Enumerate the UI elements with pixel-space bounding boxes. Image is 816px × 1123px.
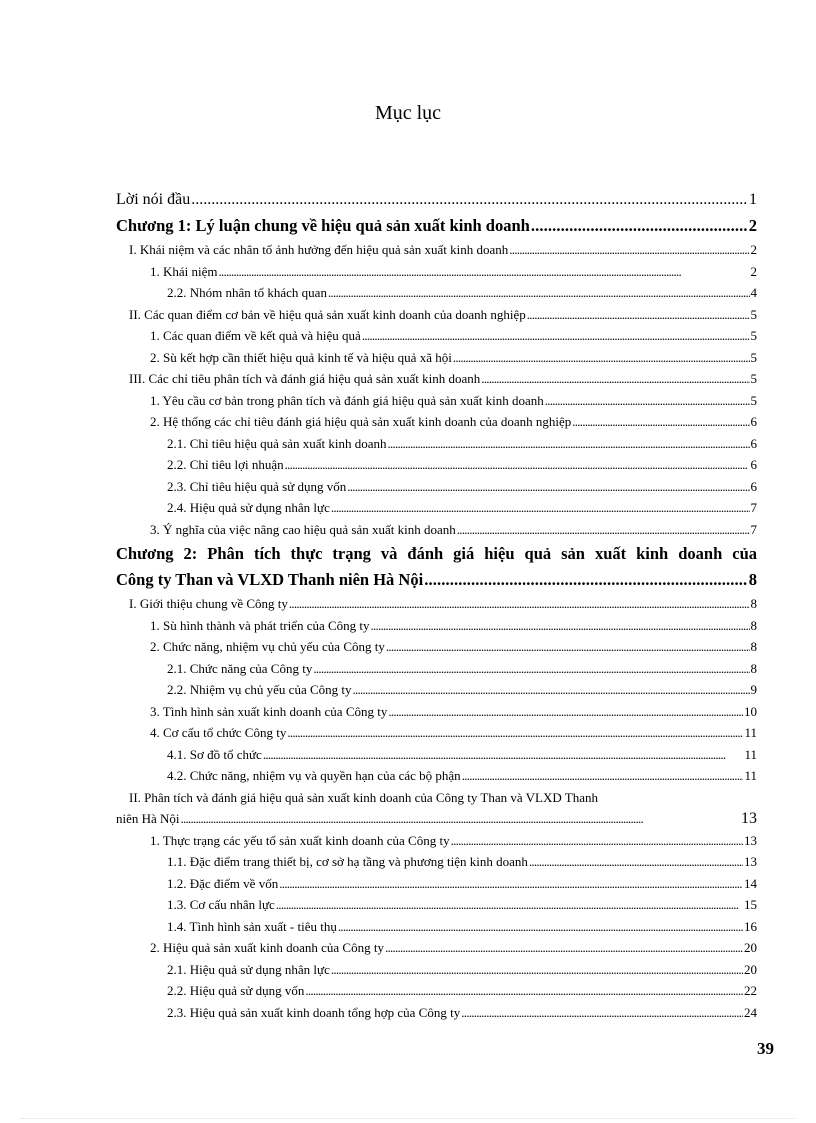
toc-entry-text: 1. Khái niệm (150, 263, 218, 279)
dot-leader (572, 411, 749, 433)
dot-leader (461, 1002, 743, 1024)
toc-page-number: 24 (744, 1004, 757, 1020)
toc-entry-text: 1.2. Đặc điểm về vốn (167, 875, 279, 891)
toc-entry-text: 2.2. Hiệu quả sử dụng vốn (167, 983, 305, 998)
toc-entry-text: III. Các chỉ tiêu phân tích và đánh giá hiệu quả sản xuất kinh doanh (129, 371, 481, 386)
toc-entry-text: Lời nói đầu (116, 191, 191, 208)
toc-entry (116, 679, 757, 701)
toc-entry-text: 2.1. Chức năng của Công ty (167, 660, 313, 676)
toc-entry-text: 2. Chức năng, nhiệm vụ chủ yếu của Công ty (150, 639, 385, 654)
toc-page-number: 10 (744, 703, 757, 719)
toc-entry (116, 894, 757, 916)
toc-entry-text: 1. Thực trạng các yếu tố sản xuất kinh doanh của Công ty (150, 832, 450, 848)
toc-page-number: 11 (744, 725, 757, 740)
toc-page-number: 13 (741, 810, 757, 827)
toc-entry (116, 916, 757, 938)
toc-entry-text: 1.1. Đặc điểm trang thiết bị, cơ sở hạ tầng và phương tiện kinh doanh (167, 854, 528, 869)
toc-entry (116, 390, 757, 412)
toc-entry-text: 1.4. Tình hình sản xuất - tiêu thụ (167, 918, 337, 934)
dot-leader (347, 476, 749, 498)
toc-entry-chapter-1 (116, 213, 757, 239)
dot-leader (353, 679, 750, 701)
toc-page-number: 6 (750, 435, 757, 451)
toc-entry (116, 261, 757, 283)
dot-leader (509, 239, 749, 261)
toc-entry-text: Chương 1: Lý luận chung về hiệu quả sản xuất kinh doanh (116, 216, 530, 235)
toc-page-number: 8 (750, 596, 757, 611)
toc-entry-chapter-2-line-2 (116, 567, 757, 593)
dot-leader (371, 615, 750, 637)
dot-leader (181, 808, 740, 830)
toc-page-number: 4 (750, 285, 757, 300)
toc-page-number: 6 (750, 478, 757, 494)
toc-entry-section-2-line-1: II. Phân tích và đánh giá hiệu quả sản xuất kinh doanh của Công ty Than và VLXD Thanh (129, 789, 598, 805)
toc-entry-text: 4.2. Chức năng, nhiệm vụ và quyền hạn của các bộ phận (167, 768, 461, 783)
toc-entry-preface (116, 186, 757, 213)
toc-entry-text: 1. Sù hình thành và phát triển của Công ty (150, 617, 370, 633)
toc-entry (116, 851, 757, 873)
table-of-contents (116, 186, 757, 1023)
dot-leader (545, 390, 750, 412)
dot-leader (305, 980, 743, 1002)
toc-entry (116, 636, 757, 658)
toc-page-number: 7 (750, 500, 757, 515)
toc-entry (116, 980, 757, 1002)
toc-page-number: 14 (744, 875, 757, 891)
toc-entry (116, 615, 757, 637)
dot-leader (424, 567, 748, 593)
dot-leader (191, 186, 748, 213)
toc-entry-text: 2. Sù kết hợp cần thiết hiệu quả kinh tế và hiệu quả xã hội (150, 349, 452, 365)
toc-page-number: 8 (750, 660, 757, 676)
dot-leader (386, 636, 750, 658)
toc-entry (116, 454, 757, 476)
dot-leader (529, 851, 743, 873)
toc-entry (116, 593, 757, 615)
dot-leader (276, 894, 743, 916)
dot-leader (219, 261, 750, 283)
dot-leader (279, 873, 743, 895)
toc-entry (116, 411, 757, 433)
dot-leader (531, 213, 748, 239)
toc-entry-text: 2.4. Hiệu quả sử dụng nhân lực (167, 500, 330, 515)
toc-entry (116, 658, 757, 680)
toc-page-number: 8 (750, 639, 757, 654)
toc-entry-text: 1. Yêu cầu cơ bản trong phân tích và đánh giá hiệu quả sản xuất kinh doanh (150, 392, 544, 408)
toc-entry-text: 2. Hiệu quả sản xuất kinh doanh của Công ty (150, 940, 384, 955)
dot-leader (331, 497, 750, 519)
toc-entry (116, 744, 757, 766)
dot-leader (462, 765, 744, 787)
dot-leader (457, 519, 750, 541)
toc-page-number: 6 (750, 414, 757, 429)
toc-entry-text: I. Giới thiệu chung về Công ty (129, 596, 288, 611)
dot-leader (328, 282, 750, 304)
toc-page-number: 5 (750, 328, 757, 343)
toc-entry (116, 937, 757, 959)
toc-page-number: 13 (744, 832, 757, 848)
toc-entry (116, 959, 757, 981)
dot-leader (263, 744, 744, 766)
toc-page-number: 2 (748, 216, 757, 235)
toc-entry (116, 476, 757, 498)
page-title: Mục lục (374, 102, 442, 124)
toc-entry-section-2-line-2 (116, 808, 757, 830)
toc-entry (116, 722, 757, 744)
toc-page-number: 13 (744, 854, 757, 869)
toc-entry (116, 368, 757, 390)
toc-entry-text: II. Các quan điểm cơ bản về hiệu quả sản xuất kinh doanh của doanh nghiệp (129, 306, 526, 322)
toc-page-number: 5 (750, 349, 757, 365)
toc-entry (116, 239, 757, 261)
toc-page-number: 6 (750, 457, 757, 472)
dot-leader (285, 454, 750, 476)
toc-page-number: 20 (744, 961, 757, 977)
toc-entry (116, 282, 757, 304)
toc-entry-text: niên Hà Nội (116, 811, 180, 826)
dot-leader (481, 368, 749, 390)
toc-entry (116, 433, 757, 455)
toc-entry-text: 4. Cơ cấu tổ chức Công ty (150, 725, 287, 740)
toc-page-number: 11 (744, 768, 757, 783)
toc-entry-text: 2.2. Chỉ tiêu lợi nhuận (167, 457, 284, 472)
page-number: 39 (757, 1039, 774, 1058)
toc-entry-text: 3. Ý nghĩa của việc nâng cao hiệu quả sản xuất kinh doanh (150, 521, 456, 537)
page-bottom-border (20, 1118, 796, 1119)
toc-page-number: 8 (750, 617, 757, 633)
toc-entry (116, 304, 757, 326)
toc-entry (116, 325, 757, 347)
toc-page-number: 22 (744, 983, 757, 998)
toc-entry-text: 2. Hệ thống các chỉ tiêu đánh giá hiệu quả sản xuất kinh doanh của doanh nghiệp (150, 414, 572, 429)
toc-page-number: 5 (750, 371, 757, 386)
toc-entry-chapter-2-line-1: Chương 2: Phân tích thực trạng và đánh giá hiệu quả sản xuất kinh doanh của (116, 544, 757, 563)
toc-page-number: 5 (750, 392, 757, 408)
toc-page-number: 5 (750, 306, 757, 322)
dot-leader (388, 701, 743, 723)
toc-entry-text: 2.2. Nhiệm vụ chủ yếu của Công ty (167, 682, 352, 697)
toc-entry-text: Công ty Than và VLXD Thanh niên Hà Nội (116, 570, 424, 589)
dot-leader (331, 959, 743, 981)
toc-entry-text: 2.1. Hiệu quả sử dụng nhân lực (167, 961, 330, 977)
toc-entry-text: 2.1. Chỉ tiêu hiệu quả sản xuất kinh doanh (167, 435, 387, 451)
dot-leader (313, 658, 749, 680)
toc-page-number: 2 (750, 242, 757, 257)
toc-page-number: 1 (749, 191, 757, 208)
toc-page-number: 2 (750, 263, 757, 279)
toc-page-number: 9 (750, 682, 757, 697)
toc-entry-text: 3. Tình hình sản xuất kinh doanh của Công ty (150, 703, 388, 719)
dot-leader (385, 937, 743, 959)
toc-entry-text: 1.3. Cơ cấu nhân lực (167, 897, 275, 912)
toc-entry-text: 1. Các quan điểm về kết quả và hiệu quả (150, 328, 361, 343)
dot-leader (527, 304, 750, 326)
toc-page-number: 16 (744, 918, 757, 934)
toc-entry (116, 830, 757, 852)
dot-leader (362, 325, 750, 347)
dot-leader (287, 722, 743, 744)
toc-entry (116, 1002, 757, 1024)
dot-leader (453, 347, 750, 369)
toc-entry (116, 347, 757, 369)
toc-entry-text: 2.3. Hiệu quả sản xuất kinh doanh tổng hợp của Công ty (167, 1004, 461, 1020)
toc-entry (116, 873, 757, 895)
toc-page-number: 7 (750, 521, 757, 537)
dot-leader (338, 916, 743, 938)
dot-leader (289, 593, 750, 615)
toc-page-number: 15 (744, 897, 757, 912)
toc-entry-text: 2.3. Chỉ tiêu hiệu quả sử dụng vốn (167, 478, 347, 494)
toc-page-number: 8 (748, 570, 757, 589)
toc-entry (116, 519, 757, 541)
toc-page-number: 11 (744, 746, 757, 762)
toc-entry-text: 2.2. Nhóm nhân tố khách quan (167, 285, 327, 300)
toc-entry-text: I. Khái niệm và các nhân tố ảnh hưởng đến hiệu quả sản xuất kinh doanh (129, 242, 509, 257)
dot-leader (451, 830, 743, 852)
toc-entry (116, 497, 757, 519)
toc-page-number: 20 (744, 940, 757, 955)
toc-entry (116, 765, 757, 787)
toc-entry-text: 4.1. Sơ đồ tổ chức (167, 746, 262, 762)
toc-entry (116, 701, 757, 723)
dot-leader (388, 433, 750, 455)
